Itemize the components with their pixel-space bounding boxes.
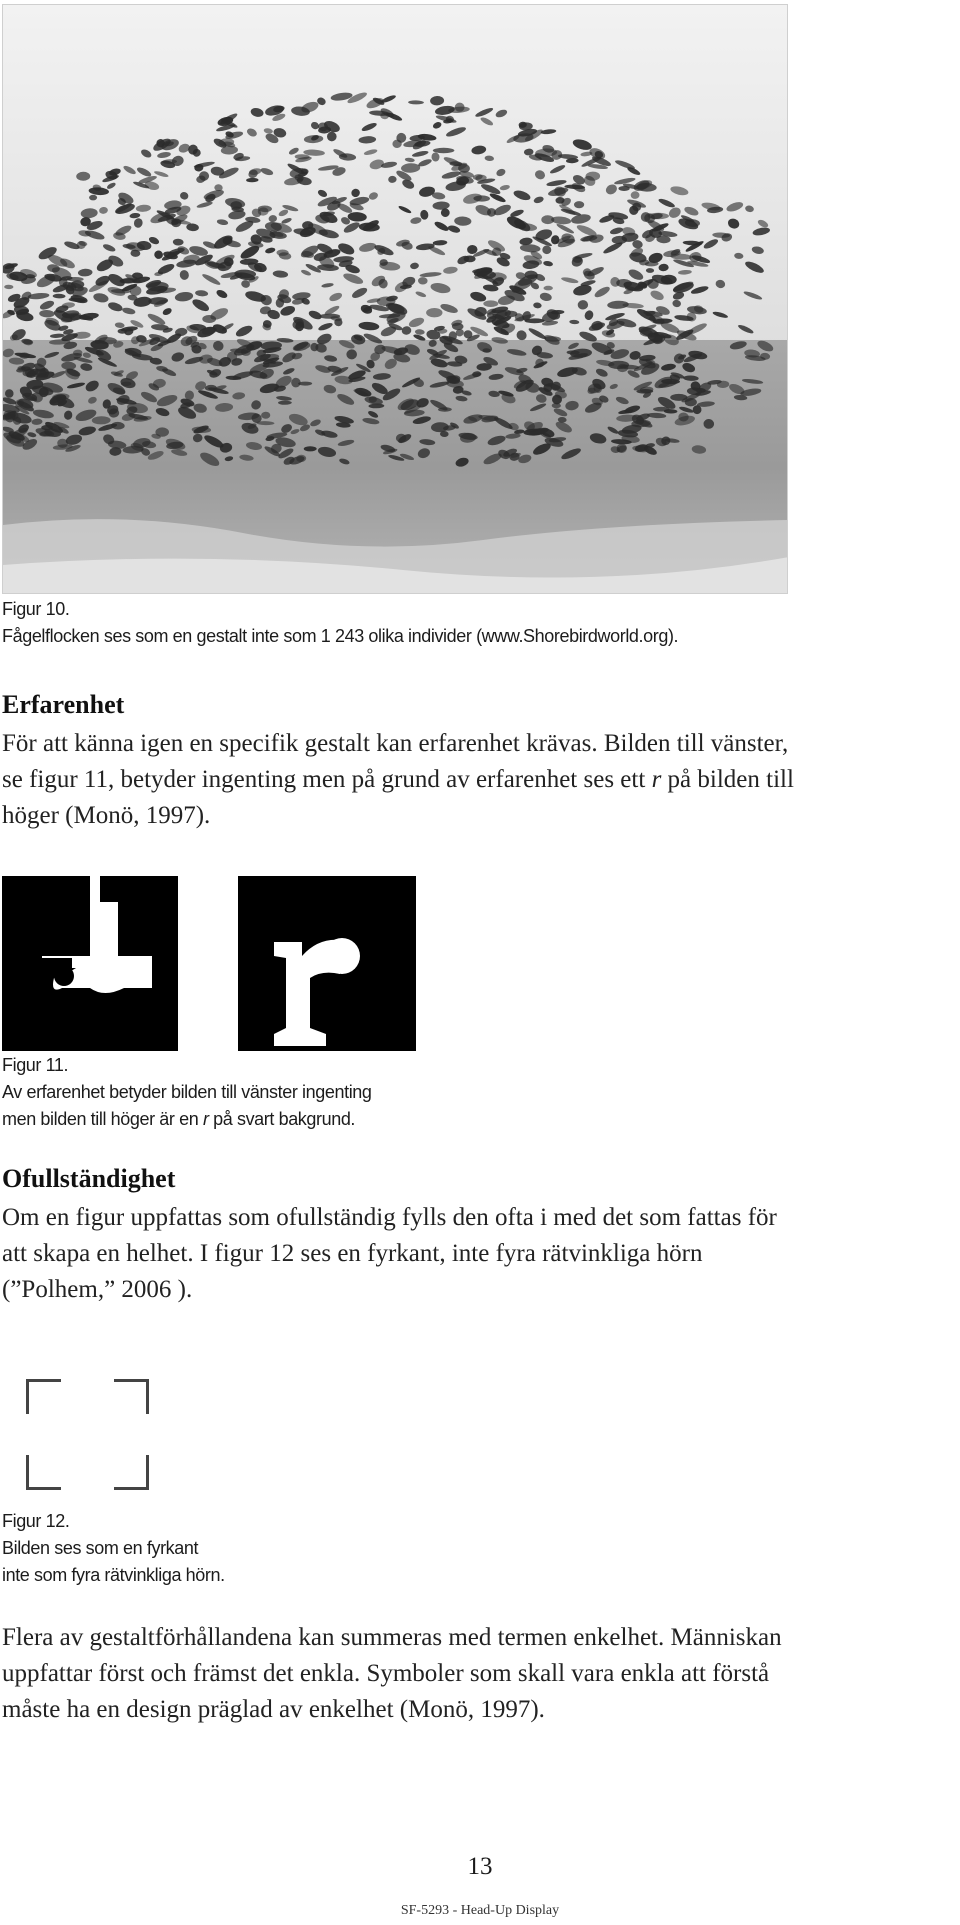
paragraph-enkelhet bbox=[2, 1620, 952, 1728]
paragraph-ofullstandighet-line2: att skapa en helhet. I figur 12 ses en fyrkant, inte fyra rätvinkliga hörn bbox=[2, 1240, 703, 1267]
paragraph-ofullstandighet-line3: (”Polhem,” 2006 ). bbox=[2, 1276, 193, 1303]
paragraph-enkelhet-line2: uppfattar först och främst det enkla. Symboler som skall vara enkla att förstå bbox=[2, 1660, 770, 1687]
paragraph-ofullstandighet-line1: Om en figur uppfattas som ofullständig fylls den ofta i med det som fattas för bbox=[2, 1204, 777, 1231]
figure10-label: Figur 10. bbox=[2, 599, 70, 619]
figure11-caption-line2: men bilden till höger är en r på svart bakgrund. bbox=[2, 1109, 356, 1129]
corner-bottom-left bbox=[26, 1455, 61, 1490]
heading-ofullstandighet: Ofullständighet bbox=[2, 1164, 176, 1193]
figure12-corners bbox=[20, 1375, 155, 1493]
paragraph-enkelhet-line3: måste ha en design präglad av enkelhet (Monö, 1997). bbox=[2, 1696, 545, 1723]
figure11-caption bbox=[2, 1052, 562, 1133]
paragraph-enkelhet-line1: Flera av gestaltförhållandena kan summeras med termen enkelhet. Människan bbox=[2, 1624, 782, 1651]
paragraph-erfarenhet-line1: För att känna igen en specifik gestalt kan erfarenhet krävas. Bilden till vänster, bbox=[2, 730, 789, 757]
corner-top-right bbox=[114, 1379, 149, 1414]
figure11-label: Figur 11. bbox=[2, 1055, 69, 1075]
page-footer: SF-5293 - Head-Up Display bbox=[400, 1903, 560, 1918]
figure12-label: Figur 12. bbox=[2, 1511, 70, 1531]
paragraph-erfarenhet-line2: se figur 11, betyder ingenting men på grund av erfarenhet ses ett r på bilden till bbox=[2, 766, 794, 793]
figure12-caption bbox=[2, 1508, 402, 1589]
page-number: 13 bbox=[467, 1853, 493, 1880]
heading-erfarenhet: Erfarenhet bbox=[2, 690, 125, 719]
figure10-caption bbox=[2, 596, 902, 650]
figure11-left-image bbox=[2, 876, 178, 1051]
figure12-caption-line2: inte som fyra rätvinkliga hörn. bbox=[2, 1565, 225, 1585]
paragraph-erfarenhet-line3: höger (Monö, 1997). bbox=[2, 802, 211, 829]
bird-flock-photo bbox=[2, 4, 788, 594]
figure10-caption-text: Fågelflocken ses som en gestalt inte som 1 243 olika individer (www.Shorebirdworld.org). bbox=[2, 626, 679, 646]
bird-flock-image bbox=[3, 5, 788, 594]
paragraph-ofullstandighet bbox=[2, 1200, 952, 1308]
figure11-right-image bbox=[238, 876, 416, 1051]
figure11-caption-line1: Av erfarenhet betyder bilden till vänster ingenting bbox=[2, 1082, 372, 1102]
figure12-caption-line1: Bilden ses som en fyrkant bbox=[2, 1538, 199, 1558]
paragraph-erfarenhet bbox=[2, 726, 952, 834]
corner-top-left bbox=[26, 1379, 61, 1414]
corner-bottom-right bbox=[114, 1455, 149, 1490]
